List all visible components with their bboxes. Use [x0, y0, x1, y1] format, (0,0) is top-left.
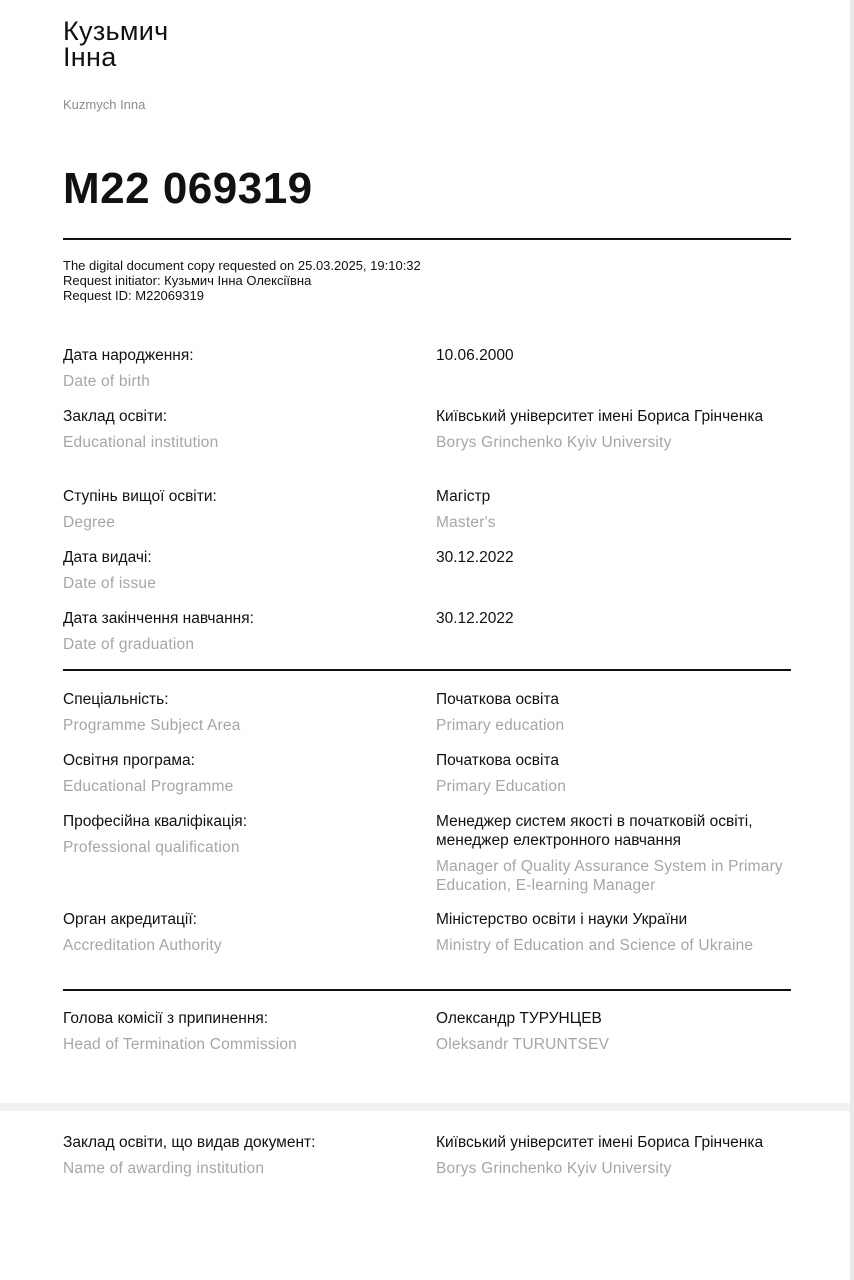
field-value-uk: 10.06.2000 — [436, 347, 514, 364]
document-number: M22 069319 — [63, 164, 313, 213]
field-label-uk: Дата закінчення навчання: — [63, 610, 254, 627]
field-label-en: Date of issue — [63, 575, 157, 592]
field-label-uk: Голова комісії з припинення: — [63, 1010, 269, 1027]
field-value-uk: Початкова освіта — [436, 691, 560, 708]
field-value-en: Borys Grinchenko Kyiv University — [436, 1160, 672, 1177]
page-edge — [850, 0, 854, 1280]
request-info — [63, 258, 421, 303]
field-label-en: Educational institution — [63, 434, 219, 451]
field-label-uk: Освітня програма: — [63, 752, 195, 769]
request-date: The digital document copy requested on 25.03.2025, 19:10:32 — [63, 258, 421, 273]
field-value-en: Borys Grinchenko Kyiv University — [436, 434, 672, 451]
field-label-uk: Дата видачі: — [63, 549, 152, 566]
field-value-en: Master's — [436, 514, 496, 531]
holder-first-name: Інна — [63, 42, 117, 72]
field-value-uk: Міністерство освіти і науки України — [436, 911, 688, 928]
field-label-uk: Орган акредитації: — [63, 911, 197, 928]
divider — [63, 238, 791, 240]
field-value-uk: 30.12.2022 — [436, 549, 514, 566]
field-label-en: Educational Programme — [63, 778, 234, 795]
field-value-uk: Київський університет імені Бориса Грінченка — [436, 1134, 764, 1151]
field-label-uk: Спеціальність: — [63, 691, 169, 708]
field-value-en: Oleksandr TURUNTSEV — [436, 1036, 610, 1053]
field-label-en: Name of awarding institution — [63, 1160, 265, 1177]
field-label-en: Programme Subject Area — [63, 717, 241, 734]
field-value-en: Primary education — [436, 717, 565, 734]
field-value-uk: Київський університет імені Бориса Грінченка — [436, 408, 764, 425]
field-value-uk: Менеджер систем якості в початковій освіті, менеджер електронного навчання — [436, 813, 753, 849]
field-value-uk: Початкова освіта — [436, 752, 560, 769]
field-value-en: Ministry of Education and Science of Ukraine — [436, 937, 754, 954]
holder-surname: Кузьмич — [63, 16, 169, 46]
divider — [63, 989, 791, 991]
field-label-uk: Професійна кваліфікація: — [63, 813, 248, 830]
field-value-uk: Олександр ТУРУНЦЕВ — [436, 1010, 602, 1027]
field-value-uk: Магістр — [436, 488, 491, 505]
request-initiator: Request initiator: Кузьмич Інна Олексіївна — [63, 273, 312, 288]
divider — [63, 669, 791, 671]
field-label-uk: Дата народження: — [63, 347, 194, 364]
section-separator — [0, 1103, 850, 1111]
field-value-en: Primary Education — [436, 778, 567, 795]
field-label-uk: Заклад освіти: — [63, 408, 168, 425]
field-label-uk: Заклад освіти, що видав документ: — [63, 1134, 316, 1151]
request-id: Request ID: M22069319 — [63, 288, 204, 303]
field-label-en: Professional qualification — [63, 839, 240, 856]
field-label-en: Date of graduation — [63, 636, 195, 653]
holder-name-en: Kuzmych Inna — [63, 97, 146, 112]
holder-name-uk — [63, 18, 169, 70]
field-label-en: Date of birth — [63, 373, 151, 390]
field-label-en: Accreditation Authority — [63, 937, 222, 954]
field-label-en: Degree — [63, 514, 116, 531]
field-value-en: Manager of Quality Assurance System in Primary Education, E-learning Manager — [436, 858, 783, 894]
field-value-uk: 30.12.2022 — [436, 610, 514, 627]
field-label-uk: Ступінь вищої освіти: — [63, 488, 217, 505]
field-label-en: Head of Termination Commission — [63, 1036, 298, 1053]
